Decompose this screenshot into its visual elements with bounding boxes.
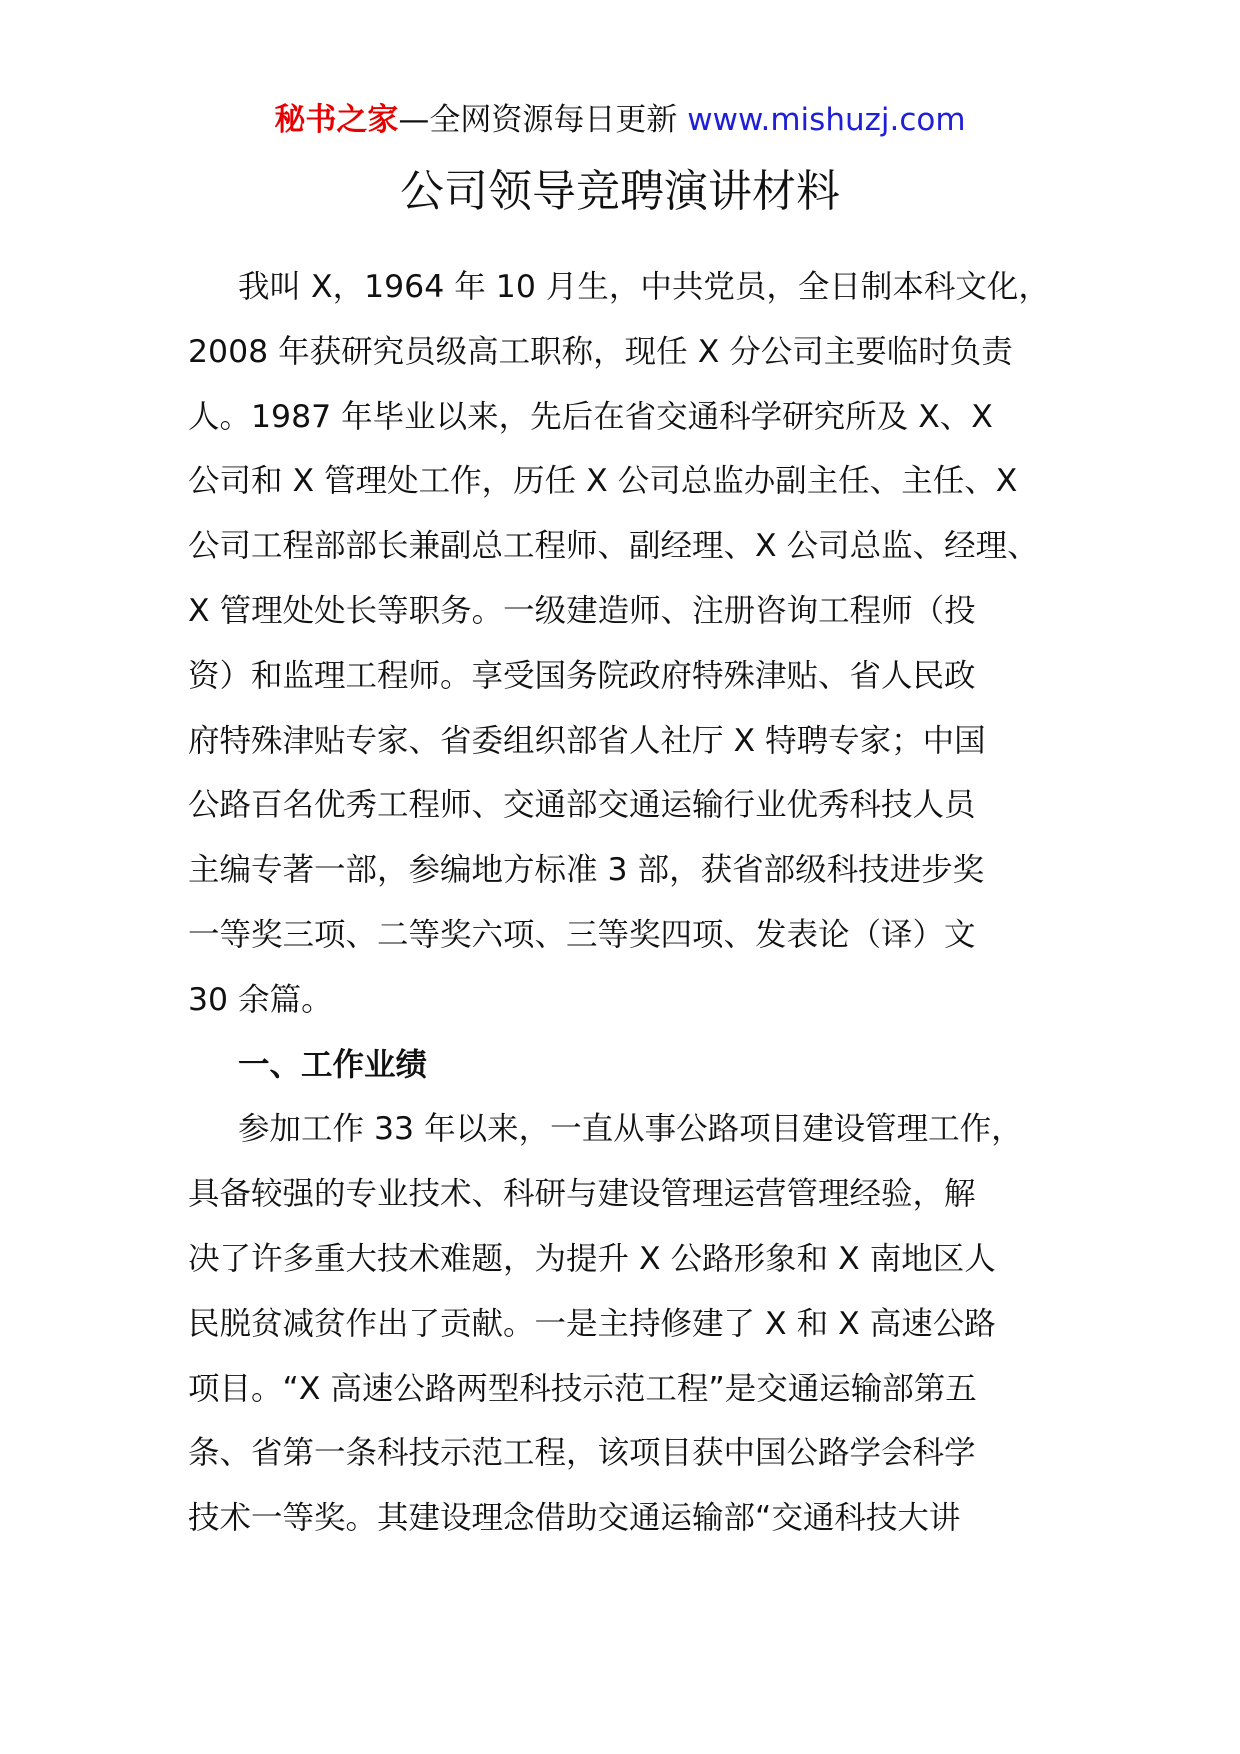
- paragraph-line: 人。1987 年毕业以来，先后在省交通科学研究所及 X、X: [188, 398, 993, 435]
- paragraph-line: 2008 年获研究员级高工职称，现任 X 分公司主要临时负责: [188, 333, 1013, 370]
- document-body: [188, 255, 1078, 1551]
- section-heading: 一、工作业绩: [238, 1046, 428, 1083]
- paragraph-line: 具备较强的专业技术、科研与建设管理运营管理经验，解: [188, 1176, 976, 1213]
- paragraph-line: 我叫 X，1964 年 10 月生，中共党员，全日制本科文化，: [238, 269, 1050, 305]
- paragraph-line: 公司和 X 管理处工作，历任 X 公司总监办副主任、主任、X: [188, 463, 1018, 500]
- paragraph-line: 参加工作 33 年以来，一直从事公路项目建设管理工作，: [238, 1111, 1023, 1148]
- paragraph-line: 技术一等奖。其建设理念借助交通运输部“交通科技大讲: [188, 1500, 961, 1537]
- site-url[interactable]: www.mishuzj.com: [687, 102, 966, 138]
- paragraph-line: 民脱贫减贫作出了贡献。一是主持修建了 X 和 X 高速公路: [188, 1305, 996, 1342]
- paragraph-line: 主编专著一部，参编地方标准 3 部，获省部级科技进步奖: [188, 852, 985, 889]
- paragraph-line: 项目。“X 高速公路两型科技示范工程”是交通运输部第五: [188, 1370, 977, 1407]
- document-title: 公司领导竞聘演讲材料: [400, 166, 840, 217]
- brand-name: 秘书之家: [274, 102, 399, 138]
- paragraph-line: 决了许多重大技术难题，为提升 X 公路形象和 X 南地区人: [188, 1240, 996, 1277]
- paragraph-line: 公路百名优秀工程师、交通部交通运输行业优秀科技人员: [188, 787, 976, 824]
- paragraph-line: 府特殊津贴专家、省委组织部省人社厅 X 特聘专家；中国: [188, 722, 986, 759]
- paragraph-line: 公司工程部部长兼副总工程师、副经理、X 公司总监、经理、: [188, 528, 1039, 565]
- paragraph-line: 条、省第一条科技示范工程，该项目获中国公路学会科学: [188, 1435, 976, 1472]
- paragraph-line: 30 余篇。: [188, 981, 333, 1018]
- paragraph-line: 一等奖三项、二等奖六项、三等奖四项、发表论（译）文: [188, 916, 976, 953]
- header-banner: [0, 98, 1240, 142]
- paragraph-line: X 管理处处长等职务。一级建造师、注册咨询工程师（投: [188, 592, 976, 629]
- header-tagline: —全网资源每日更新: [398, 102, 688, 138]
- paragraph-line: 资）和监理工程师。享受国务院政府特殊津贴、省人民政: [188, 657, 976, 694]
